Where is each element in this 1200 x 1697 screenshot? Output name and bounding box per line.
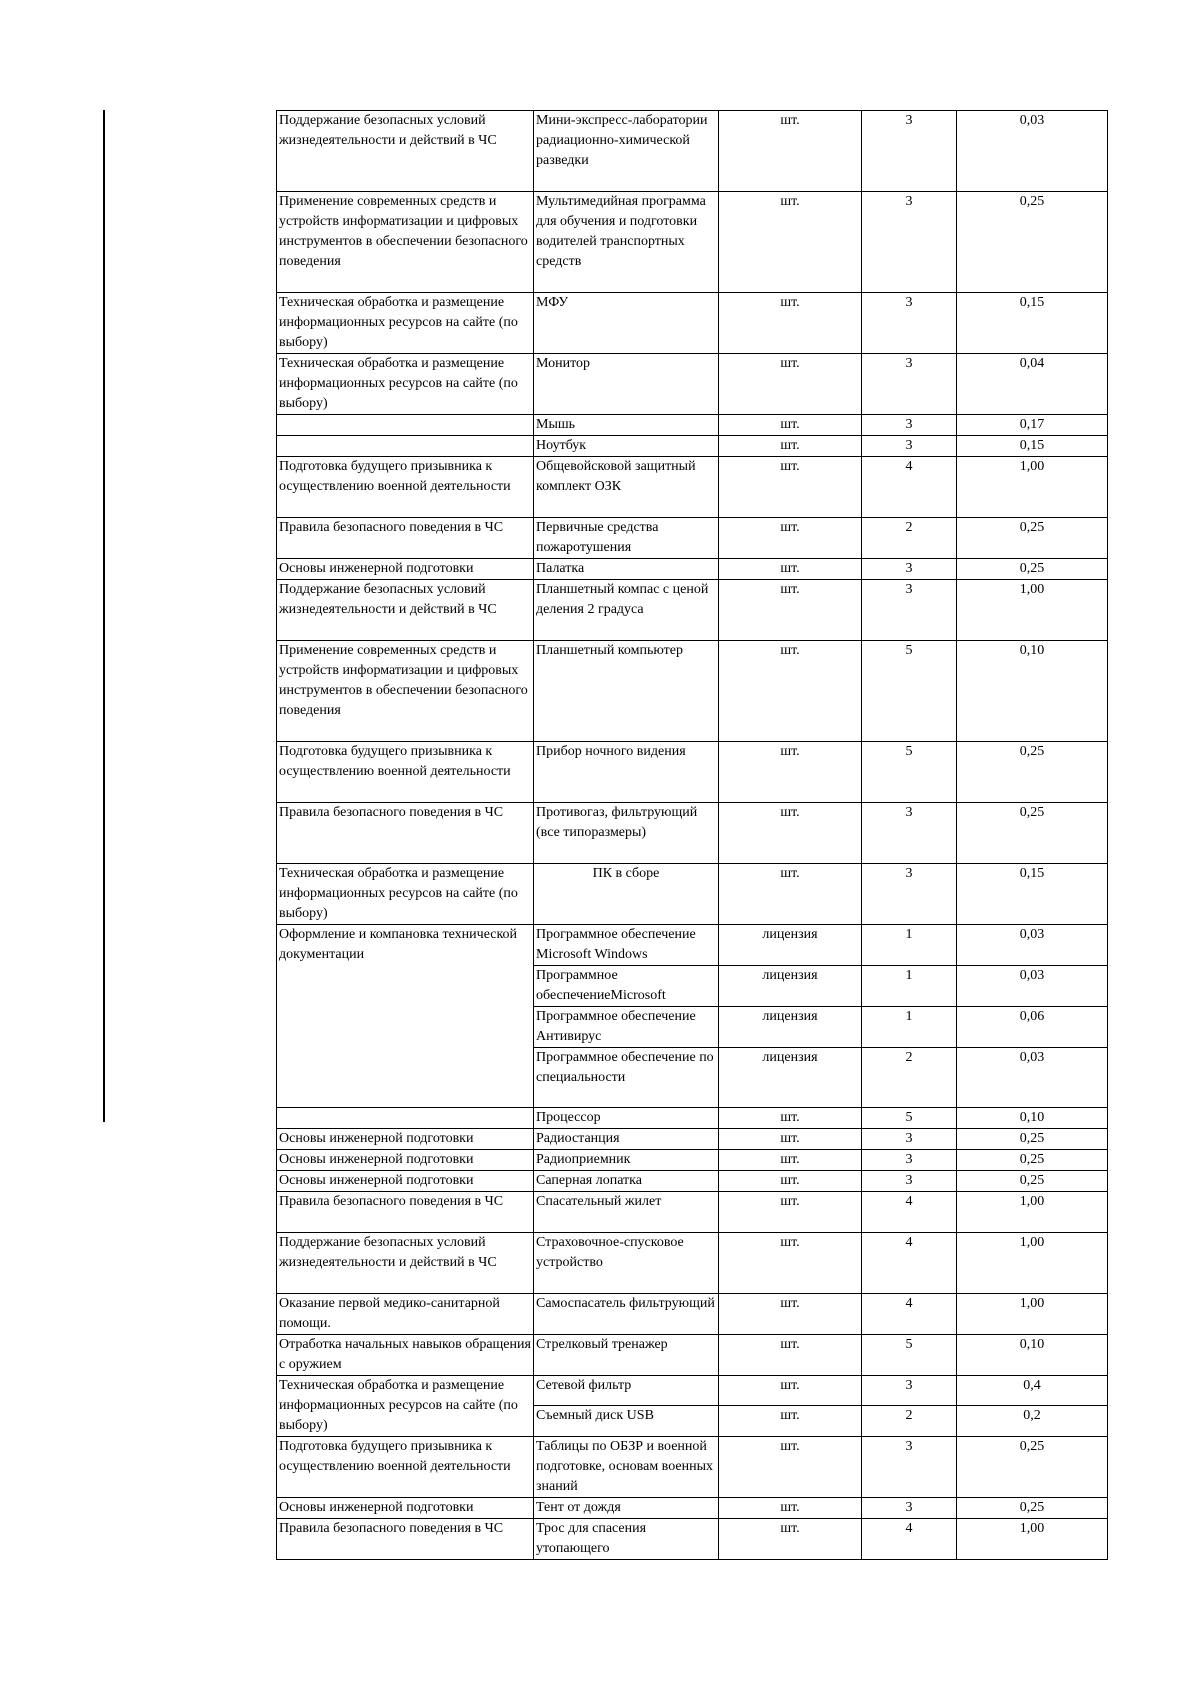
unit-cell: шт. [719, 1376, 862, 1406]
quantity-cell: 3 [862, 1150, 957, 1171]
item-cell: Сетевой фильтр [534, 1376, 719, 1406]
unit-cell: шт. [719, 1406, 862, 1437]
table-row [277, 559, 1108, 580]
unit-cell: шт. [719, 1519, 862, 1560]
subject-cell: Отработка начальных навыков обращения с оружием [277, 1335, 534, 1376]
table-row [277, 354, 1108, 415]
subject-cell [277, 1108, 534, 1129]
quantity-cell: 3 [862, 1376, 957, 1406]
item-cell: Мышь [534, 415, 719, 436]
coefficient-cell: 0,25 [957, 1437, 1108, 1498]
unit-cell: шт. [719, 111, 862, 192]
item-cell: Планшетный компьютер [534, 641, 719, 742]
quantity-cell: 2 [862, 518, 957, 559]
table-row [277, 742, 1108, 803]
table-row [277, 1376, 1108, 1406]
unit-cell: шт. [719, 1129, 862, 1150]
subject-cell: Техническая обработка и размещение информационных ресурсов на сайте (по выбору) [277, 864, 534, 925]
unit-cell: шт. [719, 354, 862, 415]
table-row [277, 1129, 1108, 1150]
unit-cell: шт. [719, 1192, 862, 1233]
quantity-cell: 3 [862, 803, 957, 864]
item-cell: Программное обеспечение Microsoft Windows [534, 925, 719, 966]
item-cell: Трос для спасения утопающего [534, 1519, 719, 1560]
quantity-cell: 3 [862, 1129, 957, 1150]
item-cell: Самоспасатель фильтрующий [534, 1294, 719, 1335]
table-row [277, 1108, 1108, 1129]
table-row [277, 925, 1108, 966]
unit-cell: шт. [719, 559, 862, 580]
unit-cell: шт. [719, 192, 862, 293]
subject-cell: Основы инженерной подготовки [277, 1498, 534, 1519]
item-cell: МФУ [534, 293, 719, 354]
quantity-cell: 3 [862, 1437, 957, 1498]
coefficient-cell: 0,25 [957, 192, 1108, 293]
table-row [277, 111, 1108, 192]
quantity-cell: 4 [862, 457, 957, 518]
item-cell: Общевойсковой защитный комплект ОЗК [534, 457, 719, 518]
coefficient-cell: 0,4 [957, 1376, 1108, 1406]
unit-cell: шт. [719, 803, 862, 864]
table-row [277, 518, 1108, 559]
coefficient-cell: 1,00 [957, 457, 1108, 518]
table-row [277, 1335, 1108, 1376]
coefficient-cell: 0,25 [957, 1150, 1108, 1171]
subject-cell [277, 436, 534, 457]
table-row [277, 580, 1108, 641]
table-row [277, 436, 1108, 457]
subject-cell: Оказание первой медико-санитарной помощи. [277, 1294, 534, 1335]
coefficient-cell: 0,15 [957, 436, 1108, 457]
unit-cell: шт. [719, 742, 862, 803]
coefficient-cell: 0,04 [957, 354, 1108, 415]
quantity-cell: 5 [862, 1108, 957, 1129]
coefficient-cell: 0,2 [957, 1406, 1108, 1437]
coefficient-cell: 0,15 [957, 864, 1108, 925]
table-row [277, 415, 1108, 436]
item-cell: Палатка [534, 559, 719, 580]
coefficient-cell: 0,10 [957, 1335, 1108, 1376]
quantity-cell: 3 [862, 436, 957, 457]
coefficient-cell: 0,25 [957, 1171, 1108, 1192]
quantity-cell: 3 [862, 415, 957, 436]
unit-cell: шт. [719, 1150, 862, 1171]
table-row [277, 864, 1108, 925]
unit-cell: шт. [719, 1437, 862, 1498]
coefficient-cell: 0,10 [957, 641, 1108, 742]
coefficient-cell: 0,25 [957, 1129, 1108, 1150]
unit-cell: шт. [719, 1498, 862, 1519]
item-cell: Радиоприемник [534, 1150, 719, 1171]
unit-cell: шт. [719, 1335, 862, 1376]
unit-cell: лицензия [719, 1007, 862, 1048]
item-cell: Программное обеспечениеMicrosoft [534, 966, 719, 1007]
subject-cell: Поддержание безопасных условий жизнедеятельности и действий в ЧС [277, 1233, 534, 1294]
table-row [277, 293, 1108, 354]
coefficient-cell: 0,03 [957, 966, 1108, 1007]
subject-cell: Применение современных средств и устройств информатизации и цифровых инструментов в обеспечении безопасного поведения [277, 641, 534, 742]
subject-cell: Подготовка будущего призывника к осуществлению военной деятельности [277, 742, 534, 803]
item-cell: Саперная лопатка [534, 1171, 719, 1192]
item-cell: Радиостанция [534, 1129, 719, 1150]
subject-cell: Правила безопасного поведения в ЧС [277, 518, 534, 559]
table-row [277, 1192, 1108, 1233]
coefficient-cell: 0,03 [957, 1048, 1108, 1108]
item-cell: ПК в сборе [534, 864, 719, 925]
coefficient-cell: 0,10 [957, 1108, 1108, 1129]
coefficient-cell: 1,00 [957, 1192, 1108, 1233]
quantity-cell: 3 [862, 354, 957, 415]
quantity-cell: 3 [862, 1498, 957, 1519]
subject-cell: Правила безопасного поведения в ЧС [277, 1192, 534, 1233]
quantity-cell: 3 [862, 293, 957, 354]
subject-cell: Поддержание безопасных условий жизнедеятельности и действий в ЧС [277, 111, 534, 192]
coefficient-cell: 0,25 [957, 803, 1108, 864]
coefficient-cell: 1,00 [957, 1294, 1108, 1335]
quantity-cell: 2 [862, 1406, 957, 1437]
coefficient-cell: 0,25 [957, 559, 1108, 580]
quantity-cell: 3 [862, 559, 957, 580]
item-cell: Страховочное-спусковое устройство [534, 1233, 719, 1294]
table-row [277, 1498, 1108, 1519]
item-cell: Планшетный компас с ценой деления 2 градуса [534, 580, 719, 641]
quantity-cell: 5 [862, 641, 957, 742]
table-row [277, 1519, 1108, 1560]
subject-cell: Основы инженерной подготовки [277, 1129, 534, 1150]
item-cell: Первичные средства пожаротушения [534, 518, 719, 559]
quantity-cell: 4 [862, 1294, 957, 1335]
unit-cell: шт. [719, 518, 862, 559]
unit-cell: шт. [719, 580, 862, 641]
quantity-cell: 3 [862, 1171, 957, 1192]
equipment-table [276, 110, 1108, 1560]
unit-cell: лицензия [719, 925, 862, 966]
item-cell: Мультимедийная программа для обучения и подготовки водителей транспортных средств [534, 192, 719, 293]
subject-cell: Техническая обработка и размещение информационных ресурсов на сайте (по выбору) [277, 1376, 534, 1437]
item-cell: Программное обеспечение по специальности [534, 1048, 719, 1108]
unit-cell: шт. [719, 457, 862, 518]
margin-vertical-line [103, 110, 105, 1122]
coefficient-cell: 0,03 [957, 111, 1108, 192]
coefficient-cell: 0,17 [957, 415, 1108, 436]
coefficient-cell: 1,00 [957, 1519, 1108, 1560]
item-cell: Таблицы по ОБЗР и военной подготовке, основам военных знаний [534, 1437, 719, 1498]
quantity-cell: 5 [862, 742, 957, 803]
subject-cell: Поддержание безопасных условий жизнедеятельности и действий в ЧС [277, 580, 534, 641]
item-cell: Тент от дождя [534, 1498, 719, 1519]
quantity-cell: 1 [862, 966, 957, 1007]
unit-cell: шт. [719, 293, 862, 354]
coefficient-cell: 0,25 [957, 1498, 1108, 1519]
subject-cell: Подготовка будущего призывника к осуществлению военной деятельности [277, 457, 534, 518]
table-row [277, 803, 1108, 864]
item-cell: Съемный диск USB [534, 1406, 719, 1437]
quantity-cell: 3 [862, 864, 957, 925]
subject-cell: Основы инженерной подготовки [277, 559, 534, 580]
subject-cell [277, 415, 534, 436]
coefficient-cell: 0,03 [957, 925, 1108, 966]
unit-cell: лицензия [719, 1048, 862, 1108]
subject-cell: Техническая обработка и размещение информационных ресурсов на сайте (по выбору) [277, 354, 534, 415]
subject-cell: Подготовка будущего призывника к осуществлению военной деятельности [277, 1437, 534, 1498]
unit-cell: шт. [719, 864, 862, 925]
table-row [277, 1150, 1108, 1171]
unit-cell: шт. [719, 1294, 862, 1335]
unit-cell: шт. [719, 1233, 862, 1294]
unit-cell: шт. [719, 1171, 862, 1192]
subject-cell: Основы инженерной подготовки [277, 1171, 534, 1192]
item-cell: Мини-экспресс-лаборатории радиационно-химической разведки [534, 111, 719, 192]
quantity-cell: 3 [862, 192, 957, 293]
coefficient-cell: 1,00 [957, 1233, 1108, 1294]
quantity-cell: 3 [862, 580, 957, 641]
coefficient-cell: 0,06 [957, 1007, 1108, 1048]
coefficient-cell: 0,25 [957, 518, 1108, 559]
table-row [277, 192, 1108, 293]
subject-cell: Техническая обработка и размещение информационных ресурсов на сайте (по выбору) [277, 293, 534, 354]
subject-cell: Правила безопасного поведения в ЧС [277, 1519, 534, 1560]
item-cell: Монитор [534, 354, 719, 415]
item-cell: Процессор [534, 1108, 719, 1129]
item-cell: Спасательный жилет [534, 1192, 719, 1233]
quantity-cell: 1 [862, 1007, 957, 1048]
quantity-cell: 5 [862, 1335, 957, 1376]
table-row [277, 1171, 1108, 1192]
unit-cell: шт. [719, 1108, 862, 1129]
coefficient-cell: 0,25 [957, 742, 1108, 803]
subject-cell: Применение современных средств и устройств информатизации и цифровых инструментов в обеспечении безопасного поведения [277, 192, 534, 293]
item-cell: Программное обеспечение Антивирус [534, 1007, 719, 1048]
subject-cell: Правила безопасного поведения в ЧС [277, 803, 534, 864]
coefficient-cell: 1,00 [957, 580, 1108, 641]
quantity-cell: 1 [862, 925, 957, 966]
quantity-cell: 4 [862, 1233, 957, 1294]
subject-cell: Оформление и компановка технической документации [277, 925, 534, 1108]
coefficient-cell: 0,15 [957, 293, 1108, 354]
quantity-cell: 2 [862, 1048, 957, 1108]
quantity-cell: 3 [862, 111, 957, 192]
quantity-cell: 4 [862, 1519, 957, 1560]
unit-cell: лицензия [719, 966, 862, 1007]
unit-cell: шт. [719, 415, 862, 436]
item-cell: Прибор ночного видения [534, 742, 719, 803]
table-row [277, 457, 1108, 518]
item-cell: Стрелковый тренажер [534, 1335, 719, 1376]
unit-cell: шт. [719, 641, 862, 742]
unit-cell: шт. [719, 436, 862, 457]
table-row [277, 1233, 1108, 1294]
item-cell: Ноутбук [534, 436, 719, 457]
subject-cell: Основы инженерной подготовки [277, 1150, 534, 1171]
table-row [277, 641, 1108, 742]
item-cell: Противогаз, фильтрующий (все типоразмеры) [534, 803, 719, 864]
table-row [277, 1294, 1108, 1335]
quantity-cell: 4 [862, 1192, 957, 1233]
table-row [277, 1437, 1108, 1498]
